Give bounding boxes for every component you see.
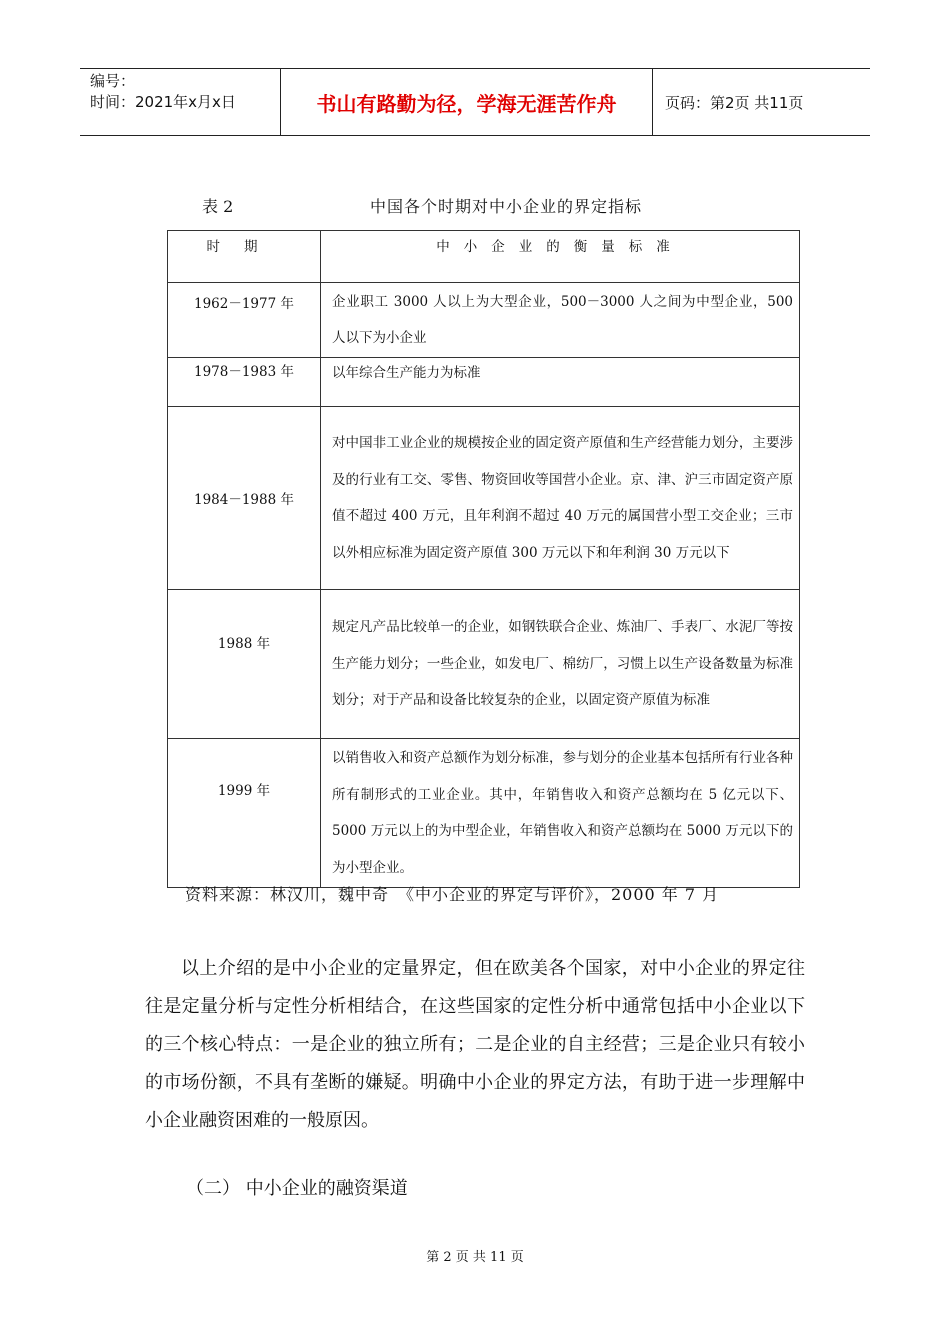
page-footer: 第 2 页 共 11 页 [426, 1250, 524, 1265]
header-period: 时期 [168, 231, 321, 283]
row-standard: 以年综合生产能力为标准 [321, 358, 800, 407]
page-header [80, 68, 870, 136]
table-row [168, 590, 800, 739]
row-period: 1988 年 [168, 590, 321, 739]
table-row [168, 283, 800, 358]
table-row [168, 407, 800, 590]
source-note: 资料来源：林汉川，魏中奇 《中小企业的界定与评价》，2000 年 7 月 [185, 885, 720, 904]
time-label: 时间：2021年x月x日 [90, 93, 236, 111]
header-standard: 中小企业的衡量标准 [321, 231, 800, 283]
table-row [168, 739, 800, 888]
row-standard: 以销售收入和资产总额作为划分标准，参与划分的企业基本包括所有行业各种所有制形式的工业企业。其中，年销售收入和资产总额均在 5 亿元以下、5000 万元以上的为中型企业，年销售收入和资产总额均在 5000 万元以下的为小型企业。 [321, 739, 800, 888]
row-period: 1962－1977 年 [168, 283, 321, 358]
row-standard: 企业职工 3000 人以上为大型企业，500－3000 人之间为中型企业，500 人以下为小企业 [321, 283, 800, 358]
body-paragraph: 以上介绍的是中小企业的定量界定，但在欧美各个国家，对中小企业的界定往往是定量分析与定性分析相结合，在这些国家的定性分析中通常包括中小企业以下的三个核心特点：一是企业的独立所有；二是企业的自主经营；三是企业只有较小的市场份额，不具有垄断的嫌疑。明确中小企业的界定方法，有助于进一步理解中小企业融资困难的一般原因。 [145, 958, 805, 1131]
serial-label: 编号： [90, 72, 136, 90]
section-heading: （二） 中小企业的融资渠道 [186, 1178, 408, 1199]
table-header-row [168, 231, 800, 283]
header-page-info: 页码：第2页 共11页 [665, 93, 804, 112]
criteria-table [167, 230, 800, 888]
row-period: 1978－1983 年 [168, 358, 321, 407]
table-caption-label: 表 2 [202, 197, 234, 216]
header-motto: 书山有路勤为径，学海无涯苦作舟 [281, 69, 653, 135]
row-standard: 规定凡产品比较单一的企业，如钢铁联合企业、炼油厂、手表厂、水泥厂等按生产能力划分；一些企业，如发电厂、棉纺厂，习惯上以生产设备数量为标准划分；对于产品和设备比较复杂的企业，以固定资产原值为标准 [321, 590, 800, 739]
row-period: 1999 年 [168, 739, 321, 888]
table-caption-title: 中国各个时期对中小企业的界定指标 [370, 197, 643, 216]
row-period: 1984－1988 年 [168, 407, 321, 590]
table-row [168, 358, 800, 407]
header-meta [80, 69, 281, 135]
row-standard: 对中国非工业企业的规模按企业的固定资产原值和生产经营能力划分，主要涉及的行业有工交、零售、物资回收等国营小企业。京、津、沪三市固定资产原值不超过 400 万元，且年利润不超过 40 万元的属国营小型工交企业；三市以外相应标准为固定资产原值 300 万元以下和年利润 30 万元以下 [321, 407, 800, 590]
